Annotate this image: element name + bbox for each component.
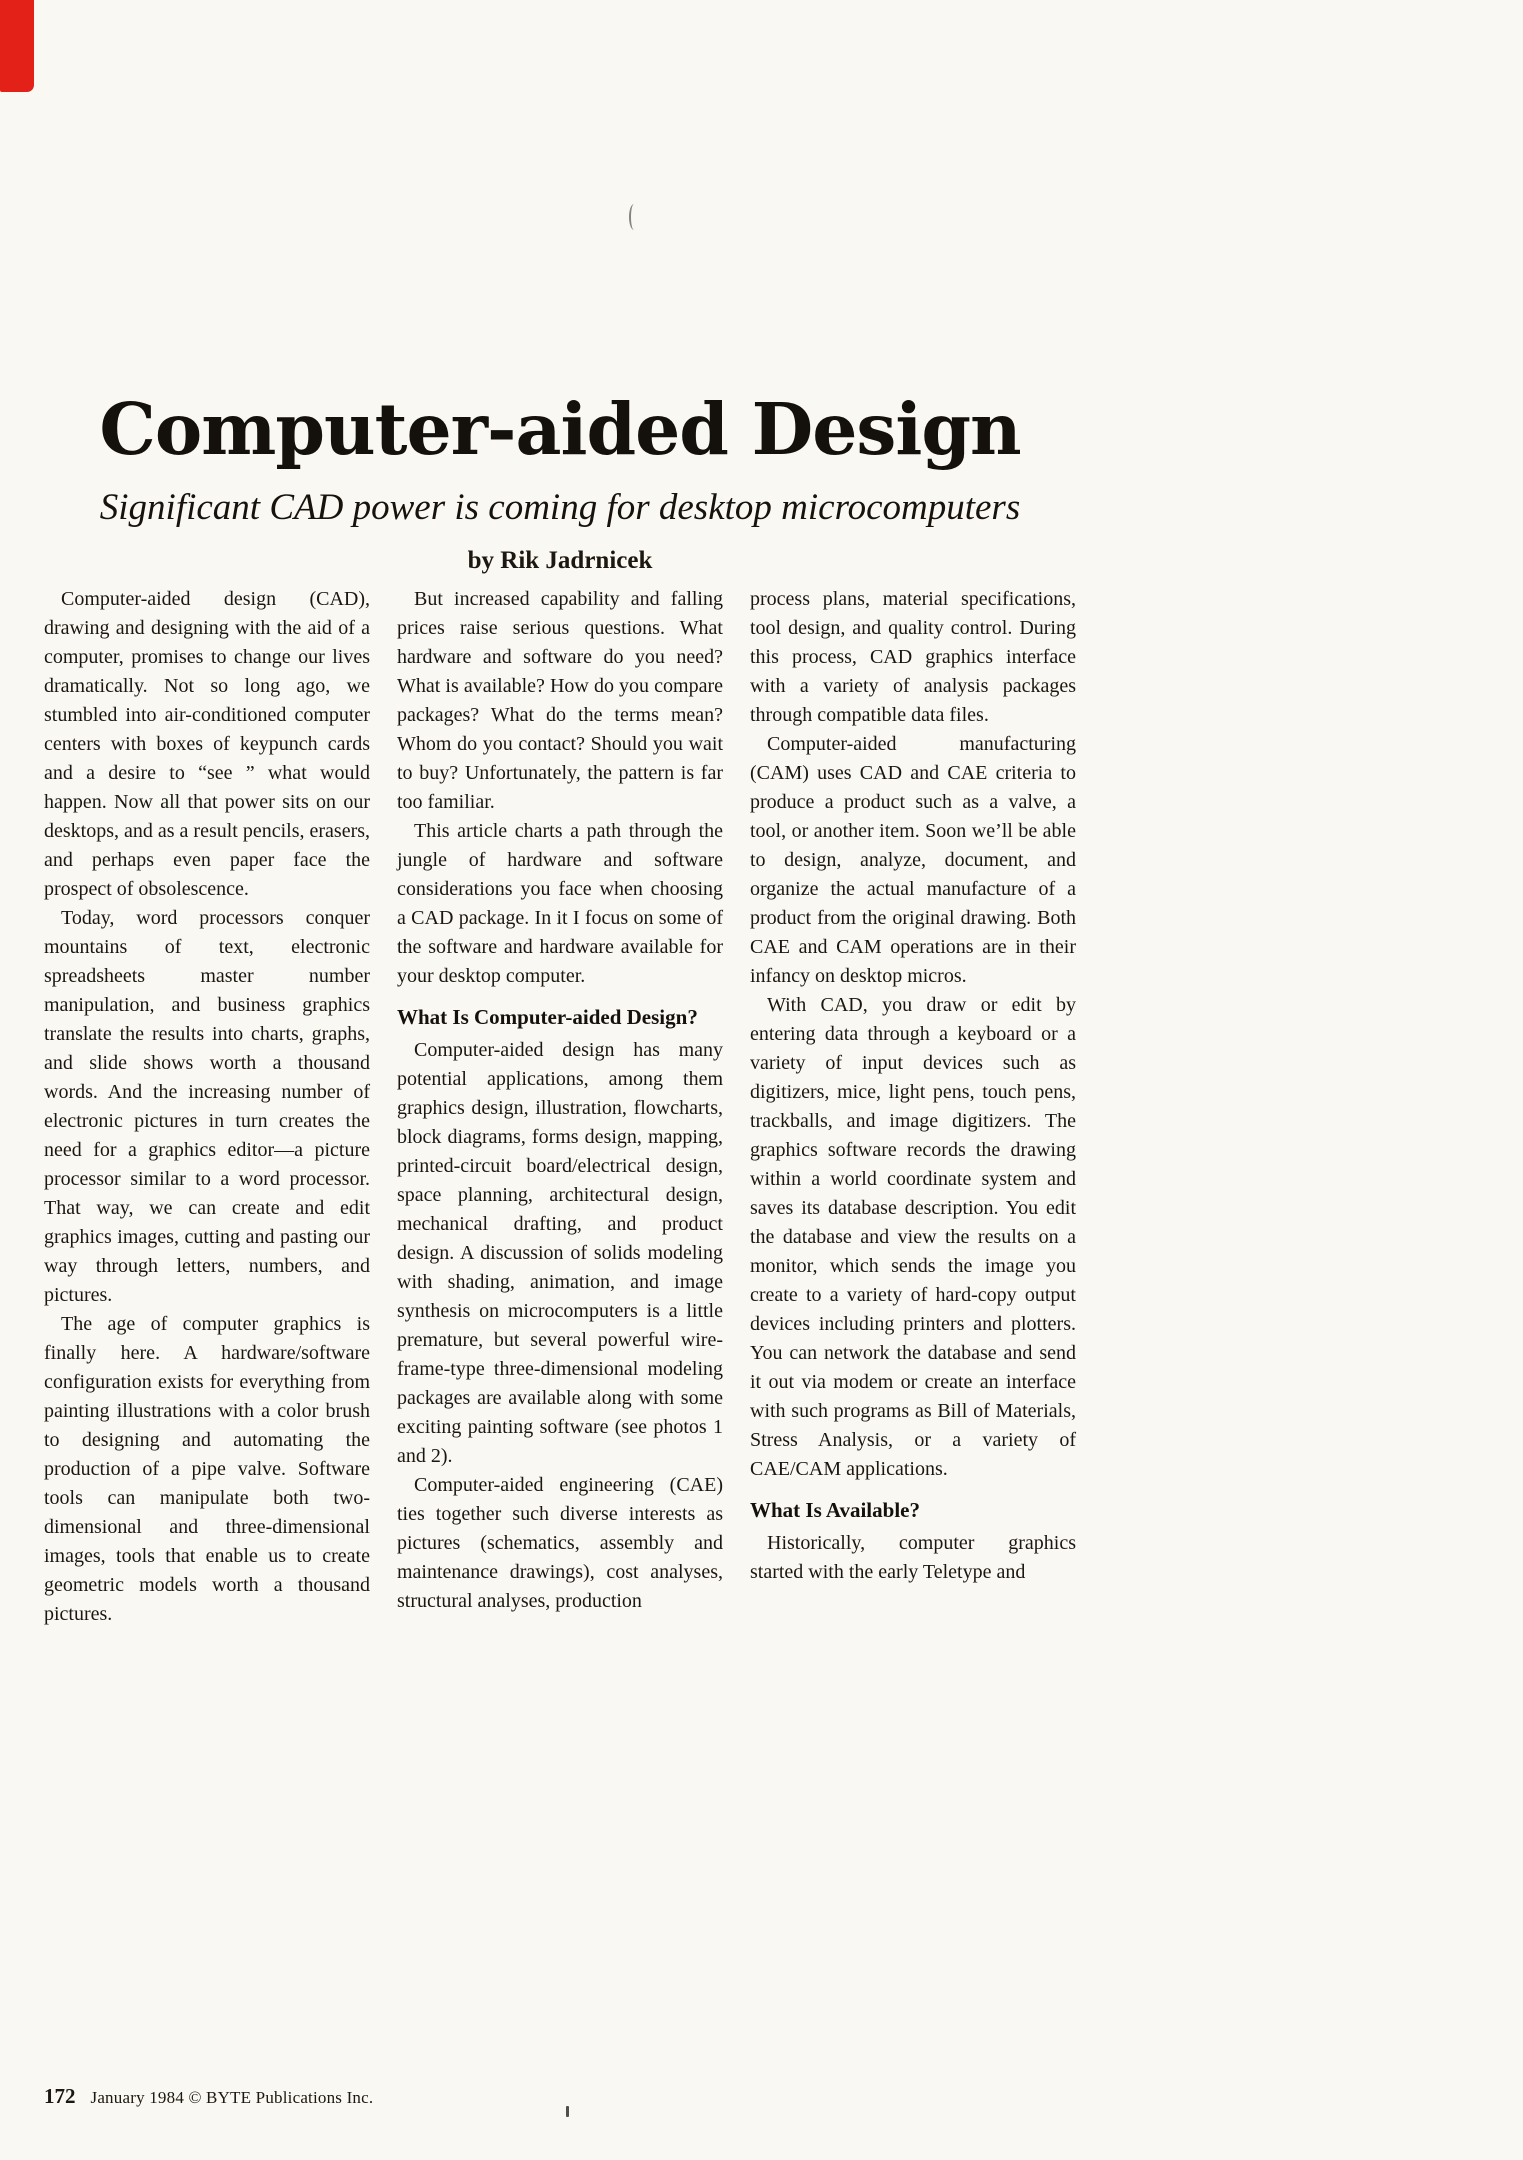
paragraph: Computer-aided manufacturing (CAM) uses CAD and CAE criteria to produce a product such as a valve, a tool, or another item. Soon we’ll be able to design, analyze, document, and organize the actual manufacture of a product from the original drawing. Both CAE and CAM operations are in their infancy on desktop micros. <box>750 733 1076 987</box>
page-footer <box>44 2084 373 2109</box>
paragraph: Computer-aided design has many potential applications, among them graphics design, illustration, flowcharts, block diagrams, forms design, mapping, printed-circuit board/electrical design, space planning, architectural design, mechanical drafting, and product design. A discussion of solids modeling with shading, animation, and image synthesis on microcomputers is a little premature, but several powerful wire-frame-type three-dimensional modeling packages are available along with some exciting painting software (see photos 1 and 2). <box>397 1039 723 1467</box>
paragraph: Historically, computer graphics started with the early Teletype and <box>750 1532 1076 1583</box>
section-heading-what-is-cad: What Is Computer-aided Design? <box>397 1005 698 1029</box>
paragraph: With CAD, you draw or edit by entering data through a keyboard or a variety of input devices such as digitizers, mice, light pens, touch pens, trackballs, and image digitizers. The graphics software records the drawing within a world coordinate system and saves its database description. You edit the database and view the results on a monitor, which sends the image you create to a variety of hard-copy output devices including printers and plotters. You can network the database and send it out via modem or create an interface with such programs as Bill of Materials, Stress Analysis, or a variety of CAE/CAM applications. <box>750 994 1076 1480</box>
article-title: Computer-aided Design <box>99 387 1021 471</box>
footer-imprint: January 1984 © BYTE Publications Inc. <box>90 2088 374 2107</box>
paragraph: process plans, material specifications, tool design, and quality control. During this process, CAD graphics interface with a variety of analysis packages through compatible data files. <box>750 588 1076 726</box>
paragraph: This article charts a path through the jungle of hardware and software considerations you face when choosing a CAD package. In it I focus on some of the software and hardware available for your desktop computer. <box>397 820 723 987</box>
paragraph: Computer-aided engineering (CAE) ties together such diverse interests as pictures (schematics, assembly and maintenance drawings), cost analyses, structural analyses, production <box>397 1474 723 1612</box>
paragraph: But increased capability and falling prices raise serious questions. What hardware and software do you need? What is available? How do you compare packages? What do the terms mean? Whom do you contact? Should you wait to buy? Unfortunately, the pattern is far too familiar. <box>397 588 723 813</box>
paragraph: Computer-aided design (CAD), drawing and designing with the aid of a computer, promises to change our lives dramatically. Not so long ago, we stumbled into air-conditioned computer centers with boxes of keypunch cards and a desire to “see ” what would happen. Now all that power sits on our desktops, and as a result pencils, erasers, and perhaps even paper face the prospect of obsolescence. <box>44 588 371 900</box>
column-1 <box>44 585 370 1629</box>
article-masthead <box>44 387 1076 574</box>
article-body <box>44 585 1076 1629</box>
section-heading-what-is-available: What Is Available? <box>750 1498 920 1522</box>
column-3 <box>750 585 1076 1629</box>
paragraph: The age of computer graphics is finally here. A hardware/software configuration exists for everything from painting illustrations with a color brush to designing and automating the production of a pipe valve. Software tools can manipulate both two-dimensional and three-dimensional images, tools that enable us to create geometric models worth a thousand pictures. <box>44 1313 370 1625</box>
article-byline: by Rik Jadrnicek <box>467 546 653 574</box>
article-subtitle: Significant CAD power is coming for desktop microcomputers <box>99 487 1021 529</box>
scan-edge-red-mark <box>0 0 34 92</box>
column-2 <box>397 585 723 1629</box>
paragraph: Today, word processors conquer mountains of text, electronic spreadsheets master number manipulation, and business graphics translate the results into charts, graphs, and slide shows worth a thousand words. And the increasing number of electronic pictures in turn creates the need for a graphics editor—a picture processor similar to a word processor. That way, we can create and edit graphics images, cutting and pasting our way through letters, numbers, and pictures. <box>44 907 370 1306</box>
scan-artifact-paren <box>629 204 639 230</box>
footer-page-number: 172 <box>44 2084 76 2108</box>
scan-artifact-tick <box>566 2106 569 2117</box>
